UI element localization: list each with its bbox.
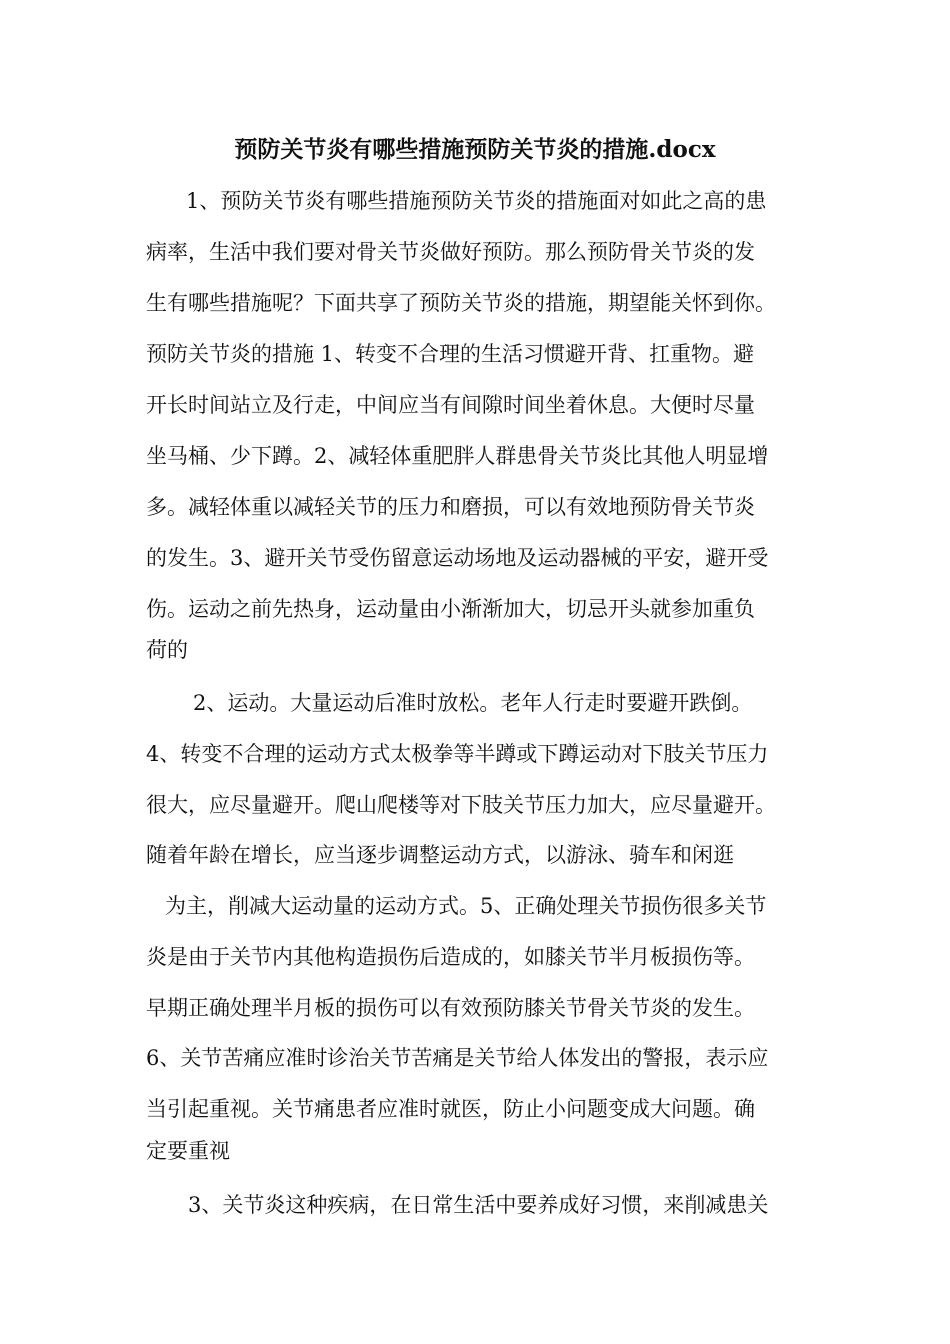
body-line: 1、预防关节炎有哪些措施预防关节炎的措施面对如此之高的患 [186, 189, 767, 213]
document-title: 预防关节炎有哪些措施预防关节炎的措施.docx [234, 136, 716, 163]
body-line: 为主，削减大运动量的运动方式。5、正确处理关节损伤很多关节 [165, 894, 767, 918]
body-line: 多。减轻体重以减轻关节的压力和磨损，可以有效地预防骨关节炎 [146, 495, 755, 519]
body-line: 坐马桶、少下蹲。2、减轻体重肥胖人群患骨关节炎比其他人明显增 [146, 444, 769, 468]
body-line: 2、运动。大量运动后准时放松。老年人行走时要避开跌倒。 [193, 691, 753, 715]
body-line: 荷的 [146, 638, 188, 662]
body-line: 伤。运动之前先热身，运动量由小渐渐加大，切忌开头就参加重负 [146, 597, 755, 621]
body-line: 开长时间站立及行走，中间应当有间隙时间坐着休息。大便时尽量 [146, 393, 755, 417]
body-line: 的发生。3、避开关节受伤留意运动场地及运动器械的平安，避开受 [146, 546, 769, 570]
body-line: 4、转变不合理的运动方式太极拳等半蹲或下蹲运动对下肢关节压力 [146, 742, 769, 766]
body-line: 6、关节苦痛应准时诊治关节苦痛是关节给人体发出的警报，表示应 [146, 1046, 769, 1070]
body-line: 生有哪些措施呢？下面共享了预防关节炎的措施，期望能关怀到你。 [146, 291, 776, 315]
body-line: 当引起重视。关节痛患者应准时就医，防止小问题变成大问题。确 [146, 1097, 755, 1121]
body-line: 病率，生活中我们要对骨关节炎做好预防。那么预防骨关节炎的发 [146, 240, 755, 264]
body-line: 预防关节炎的措施 1、转变不合理的生活习惯避开背、扛重物。避 [146, 342, 755, 366]
body-line: 定要重视 [146, 1139, 230, 1163]
body-line: 很大，应尽量避开。爬山爬楼等对下肢关节压力加大，应尽量避开。 [146, 793, 776, 817]
body-line: 随着年龄在增长，应当逐步调整运动方式，以游泳、骑车和闲逛 [146, 843, 734, 867]
body-line: 早期正确处理半月板的损伤可以有效预防膝关节骨关节炎的发生。 [146, 996, 755, 1020]
body-line: 3、关节炎这种疾病，在日常生活中要养成好习惯，来削减患关 [188, 1193, 769, 1217]
body-line: 炎是由于关节内其他构造损伤后造成的，如膝关节半月板损伤等。 [146, 945, 755, 969]
